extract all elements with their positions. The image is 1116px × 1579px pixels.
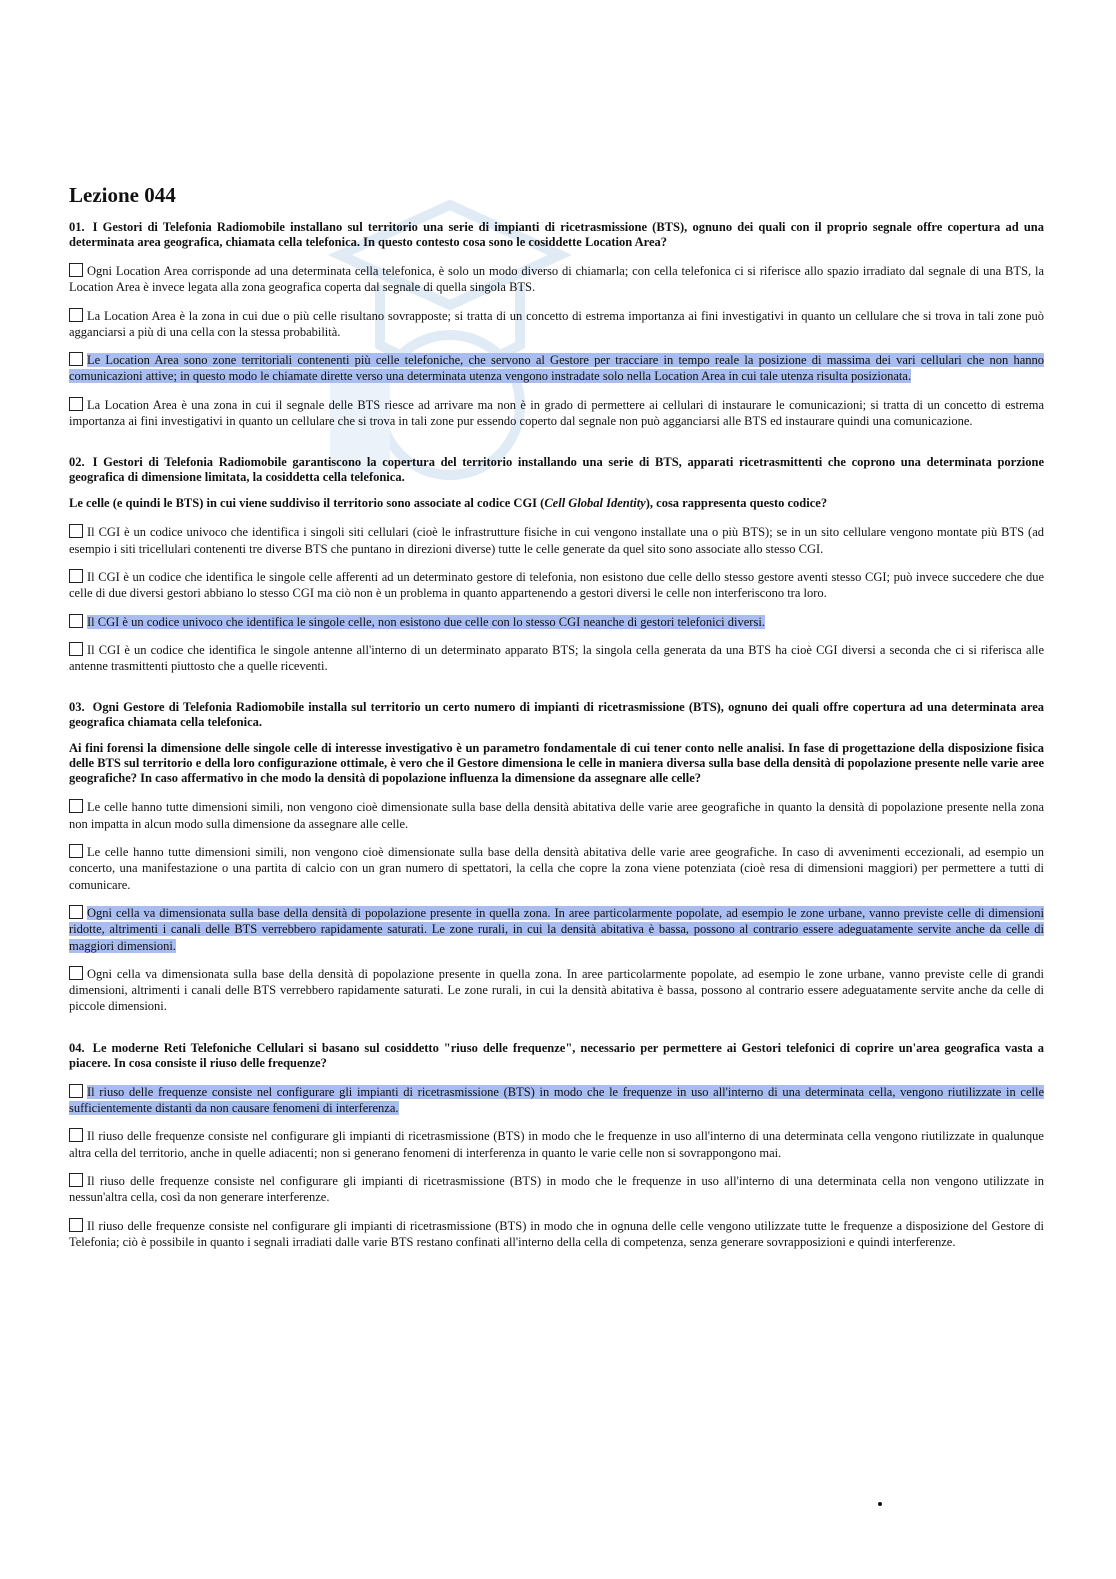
answer-option: [69, 1128, 1044, 1161]
checkbox-icon[interactable]: [69, 1218, 83, 1232]
question-04: [69, 1041, 1044, 1250]
question-03: [69, 700, 1044, 1014]
footer-dot: [878, 1502, 882, 1506]
answer-text: Le celle hanno tutte dimensioni simili, non vengono cioè dimensionate sulla base della densità abitativa delle varie aree geografiche in quanto la densità di popolazione presente nella zona non impatta in alcun modo sulla dimensione da assegnare alle celle.: [69, 800, 1044, 831]
question-subtext: Ai fini forensi la dimensione delle singole celle di interesse investigativo è un parametro fondamentale di cui tener conto nelle analisi. In fase di progettazione della disposizione fisica delle BTS sul territorio e della loro configurazione ottimale, è vero che il Gestore dimensiona le celle in maniera diversa sulla base della densità di popolazione presente nelle varie aree geografiche? In caso affermativo in che modo la densità di popolazione influenza la dimensione da assegnare alle celle?: [69, 741, 1044, 786]
answer-text: Il riuso delle frequenze consiste nel configurare gli impianti di ricetrasmissione (BTS) in modo che le frequenze in uso all'interno di una determinata cella, vengono riutilizzate in celle sufficientemente distanti da non causare fenomeni di interferenza.: [69, 1084, 1044, 1116]
answer-option: [69, 308, 1044, 341]
answer-text: Il CGI è un codice che identifica le singole antenne all'interno di un determinato apparato BTS; la singola cella generata da una BTS ha cioè CGI diversi a seconda che ci si riferisca alle antenne trasmittenti piuttosto che a quelle riceventi.: [69, 642, 1044, 674]
question-text: [69, 1041, 1044, 1071]
question-text: [69, 455, 1044, 485]
answer-text: Il riuso delle frequenze consiste nel configurare gli impianti di ricetrasmissione (BTS) in modo che le frequenze in uso all'interno di una determinata cella vengono riutilizzate in qualunque altra cella del territorio, anche in quelle adiacenti; non si generano fenomeni di interferenza in quanto le varie celle non si sovrappongono mai.: [69, 1129, 1044, 1160]
checkbox-icon[interactable]: [69, 352, 83, 366]
answer-option-highlighted: [69, 905, 1044, 954]
answer-option: [69, 799, 1044, 832]
answer-text: La Location Area è una zona in cui il segnale delle BTS riesce ad arrivare ma non è in grado di permettere ai cellulari di instaurare le comunicazioni; si tratta di un concetto di estrema importanza ai fini investigativi in quanto un cellulare che si trova in tali zone pur essendo coperto dal segnale non può agganciarsi alle BTS ed instaurare quindi una comunicazione.: [69, 397, 1044, 429]
checkbox-icon[interactable]: [69, 569, 83, 583]
answer-option: [69, 642, 1044, 675]
question-body: I Gestori di Telefonia Radiomobile garantiscono la copertura del territorio installando una serie di BTS, apparati ricetrasmittenti che coprono una determinata porzione geografica di dimensione limitata, la cosiddetta cella telefonica.: [69, 455, 1044, 485]
subtext-after: ), cosa rappresenta questo codice?: [645, 496, 828, 511]
checkbox-icon[interactable]: [69, 642, 83, 656]
answer-option: [69, 397, 1044, 430]
answer-text: Le Location Area sono zone territoriali contenenti più celle telefoniche, che servono al Gestore per tracciare in tempo reale la posizione di massima dei vari cellulari che non hanno comunicazioni attive; in questo modo le chiamate dirette verso una determinata utenza vengono instradate solo nella Location Area in cui tale utenza risulta posizionata.: [69, 353, 1044, 384]
answer-option: [69, 1218, 1044, 1251]
answer-text: Ogni cella va dimensionata sulla base della densità di popolazione presente in quella zona. In aree particolarmente popolate, ad esempio le zone urbane, vanno previste celle di grandi dimensioni, altrimenti i canali delle BTS verrebbero rapidamente saturati. Le zone rurali, in cui la densità abitativa è bassa, possono al contrario essere adeguatamente servite anche da celle di piccole dimensioni.: [69, 966, 1044, 1014]
answer-option: [69, 263, 1044, 296]
answer-text: Il riuso delle frequenze consiste nel configurare gli impianti di ricetrasmissione (BTS) in modo che le frequenze in uso all'interno di una determinata cella non vengono utilizzate in nessun'altra cella, così da non generare interferenze.: [69, 1173, 1044, 1205]
answer-text: Il CGI è un codice univoco che identifica i singoli siti cellulari (cioè le infrastrutture fisiche in cui vengono installate una o più BTS); se in un sito cellulare vengono montate più BTS (ad esempio i siti tricellulari contenenti tre diverse BTS che puntano in direzioni diverse) tutte le celle generate da quel sito sono associate allo stesso CGI.: [69, 525, 1044, 556]
question-subtext: [69, 496, 1044, 511]
answer-text: Ogni cella va dimensionata sulla base della densità di popolazione presente in quella zona. In aree particolarmente popolate, ad esempio le zone urbane, vanno previste celle di dimensioni ridotte, altrimenti i canali delle BTS verrebbero rapidamente saturati. Le zone rurali, in cui la densità abitativa è bassa, possono al contrario essere adeguatamente servite anche da celle di maggiori dimensioni.: [69, 905, 1044, 953]
answer-text: Ogni Location Area corrisponde ad una determinata cella telefonica, è solo un modo diverso di chiamarla; con cella telefonica ci si riferisce allo spazio irradiato dal segnale di una BTS, la Location Area è invece legata alla zona geografica coperta dal segnale di quella singola BTS.: [69, 264, 1044, 295]
checkbox-icon[interactable]: [69, 1128, 83, 1142]
answer-text: Le celle hanno tutte dimensioni simili, non vengono cioè dimensionate sulla base della densità abitativa delle varie aree geografiche. In caso di avvenimenti eccezionali, ad esempio un concerto, una manifestazione o una partita di calcio con un gran numero di spettatori, la cella che copre la zona viene potenziata (cioè resa di dimensioni maggiori) per permettere a tutti di comunicare.: [69, 845, 1044, 892]
checkbox-icon[interactable]: [69, 614, 83, 628]
answer-option: [69, 569, 1044, 602]
answer-option: [69, 966, 1044, 1015]
checkbox-icon[interactable]: [69, 524, 83, 538]
answer-option-highlighted: [69, 614, 1044, 630]
subtext-before: Le celle (e quindi le BTS) in cui viene suddiviso il territorio sono associate al codice CGI (: [69, 496, 545, 511]
question-body: Ogni Gestore di Telefonia Radiomobile installa sul territorio un certo numero di impianti di ricetrasmissione (BTS), ognuno dei quali offre copertura ad una determinata area geografica chiamata cella telefonica.: [69, 700, 1044, 730]
checkbox-icon[interactable]: [69, 1173, 83, 1187]
question-number: 03.: [69, 700, 85, 715]
answer-option-highlighted: [69, 352, 1044, 385]
checkbox-icon[interactable]: [69, 844, 83, 858]
answer-option: [69, 524, 1044, 557]
answer-text: Il CGI è un codice univoco che identifica le singole celle, non esistono due celle con lo stesso CGI neanche di gestori telefonici diversi.: [87, 614, 765, 629]
checkbox-icon[interactable]: [69, 1084, 83, 1098]
question-body: Le moderne Reti Telefoniche Cellulari si basano sul cosiddetto "riuso delle frequenze", necessario per permettere ai Gestori telefonici di coprire un'area geografica vasta a piacere. In cosa consiste il riuso delle frequenze?: [69, 1040, 1044, 1070]
question-text: [69, 220, 1044, 250]
question-number: 01.: [69, 220, 85, 234]
answer-text: Il CGI è un codice che identifica le singole celle afferenti ad un determinato gestore di telefonia, non esistono due celle dello stesso gestore aventi stesso CGI; può invece succedere che due celle di due diversi gestori abbiano lo stesso CGI ma ciò non è un problema in quanto appartenendo a gestori diversi le celle non interferiscono tra loro.: [69, 569, 1044, 601]
question-01: [69, 220, 1044, 429]
checkbox-icon[interactable]: [69, 966, 83, 980]
lesson-title: Lezione 044: [69, 183, 176, 207]
answer-option: [69, 1173, 1044, 1206]
subtext-italic: Cell Global Identity: [544, 496, 646, 511]
answer-text: Il riuso delle frequenze consiste nel configurare gli impianti di ricetrasmissione (BTS) in modo che in ognuna delle celle vengono utilizzate tutte le frequenze a disposizione del Gestore di Telefonia; ciò è possibile in quanto i segnali irradiati dalle varie BTS restano confinati all'interno della cella di competenza, senza generare sovrapposizioni e quindi interferenze.: [69, 1218, 1044, 1249]
question-02: [69, 455, 1044, 674]
answer-option-highlighted: [69, 1084, 1044, 1117]
question-number: 02.: [69, 455, 85, 470]
checkbox-icon[interactable]: [69, 799, 83, 813]
checkbox-icon[interactable]: [69, 905, 83, 919]
question-body: I Gestori di Telefonia Radiomobile installano sul territorio una serie di impianti di ricetrasmissione (BTS), ognuno dei quali con il proprio segnale offre copertura ad una determinata area geografica, chiamata cella telefonica. In questo contesto cosa sono le cosiddette Location Area?: [69, 220, 1044, 249]
checkbox-icon[interactable]: [69, 308, 83, 322]
checkbox-icon[interactable]: [69, 263, 83, 277]
checkbox-icon[interactable]: [69, 397, 83, 411]
question-number: 04.: [69, 1040, 85, 1055]
document-content: [69, 182, 1044, 1276]
question-text: [69, 700, 1044, 730]
answer-text: La Location Area è la zona in cui due o più celle risultano sovrapposte; si tratta di un concetto di estrema importanza ai fini investigativi in quanto un cellulare che si trova in tali zone può agganciarsi a più di una cella con la stessa probabilità.: [69, 308, 1044, 339]
answer-option: [69, 844, 1044, 893]
